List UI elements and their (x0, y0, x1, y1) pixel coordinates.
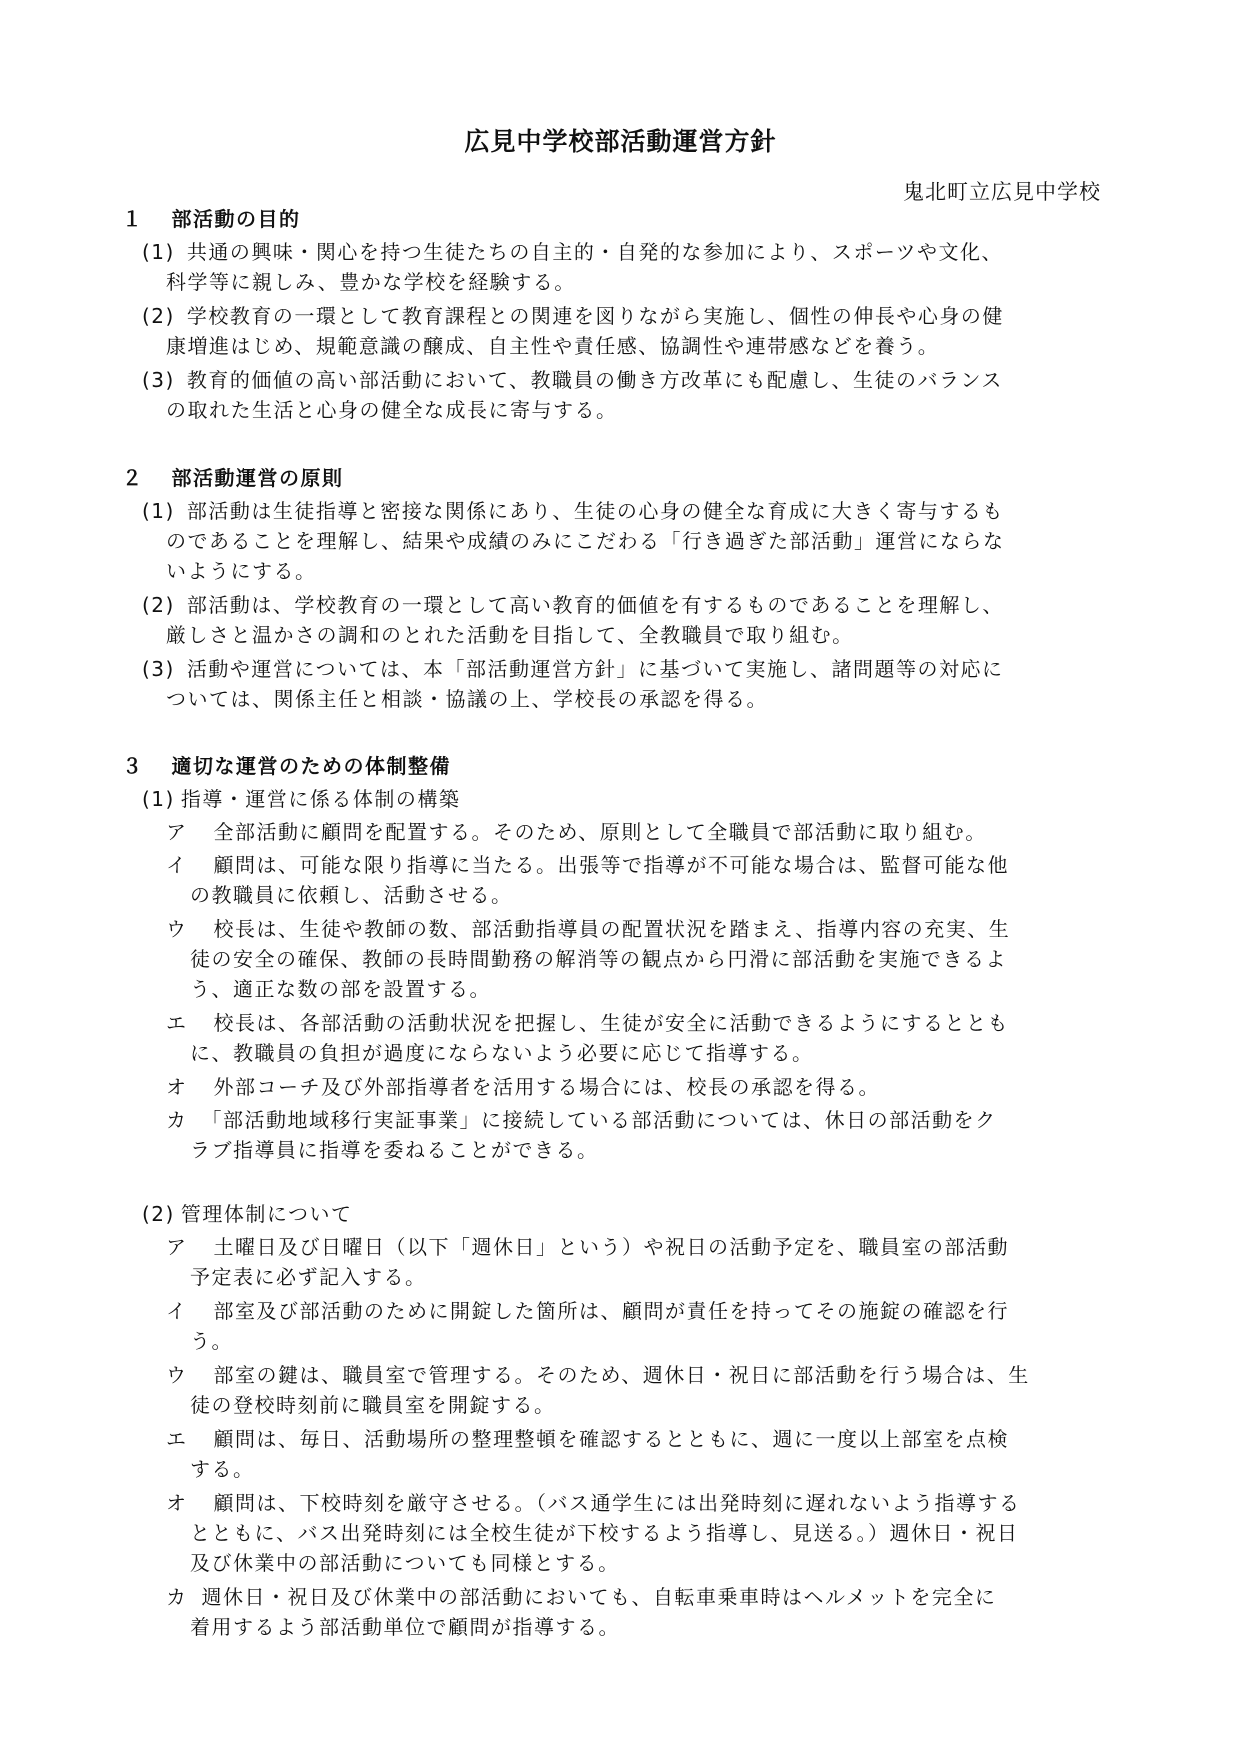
item-text: 校長は、生徒や教師の数、部活動指導員の配置状況を踏まえ、指導内容の充実、生 (213, 917, 1011, 941)
item-text-continued: の取れた生活と心身の健全な成長に寄与する。 (166, 398, 618, 422)
subsection-heading (142, 1200, 352, 1228)
item-text: 学校教育の一環として教育課程との関連を図りながら実施し、個性の伸長や心身の健 (186, 304, 1004, 328)
item-text-continued: いようにする。 (166, 559, 317, 583)
list-item (142, 591, 1004, 619)
item-label: ア (166, 820, 188, 844)
item-text-continued: 徒の安全の確保、教師の長時間勤務の解消等の観点から円滑に部活動を実施できるよ (190, 947, 1007, 971)
section-title: 部活動運営の原則 (171, 466, 344, 490)
subsection-title: 指導・運営に係る体制の構築 (180, 787, 461, 811)
section-number: ３ (122, 754, 144, 778)
list-item (166, 1233, 1009, 1261)
item-label: (3) (142, 657, 175, 681)
item-text: 顧問は、可能な限り指導に当たる。出張等で指導が不可能な場合は、監督可能な他 (213, 853, 1009, 877)
item-text-continued: とともに、バス出発時刻には全校生徒が下校するよう指導し、見送る。）週休日・祝日 (190, 1521, 1019, 1545)
item-label: (1) (142, 499, 175, 523)
list-item (166, 1297, 1009, 1325)
list-item (166, 1073, 880, 1101)
item-text: 「部活動地域移行実証事業」に接続している部活動については、休日の部活動をク (201, 1108, 997, 1132)
section-heading (122, 752, 451, 780)
list-item (166, 1425, 1009, 1453)
list-item (166, 1009, 1009, 1037)
list-item (166, 851, 1009, 879)
item-label: ア (166, 1235, 188, 1259)
list-item (142, 655, 1003, 683)
list-item (166, 915, 1010, 943)
item-text: 共通の興味・関心を持つ生徒たちの自主的・自発的な参加により、スポーツや文化、 (186, 240, 1004, 264)
subsection-heading (142, 785, 460, 813)
subsection-title: 管理体制について (180, 1202, 353, 1226)
list-item (142, 302, 1004, 330)
item-text: 土曜日及び日曜日（以下「週休日」という）や祝日の活動予定を、職員室の部活動 (213, 1235, 1009, 1259)
item-text-continued: ついては、関係主任と相談・協議の上、学校長の承認を得る。 (166, 687, 768, 711)
item-text: 顧問は、毎日、活動場所の整理整頓を確認するとともに、週に一度以上部室を点検 (213, 1427, 1009, 1451)
item-text-continued: する。 (190, 1457, 255, 1481)
item-label: (2) (142, 593, 175, 617)
item-text-continued: のであることを理解し、結果や成績のみにこだわる「行き過ぎた部活動」運営にならな (166, 529, 1005, 553)
item-text-continued: う。 (190, 1329, 233, 1353)
item-label: カ (166, 1108, 188, 1132)
section-number: ２ (122, 466, 144, 490)
item-text: 活動や運営については、本「部活動運営方針」に基づいて実施し、諸問題等の対応に (186, 657, 1004, 681)
item-text: 部室及び部活動のために開錠した箇所は、顧問が責任を持ってその施錠の確認を行 (213, 1299, 1009, 1323)
list-item (166, 1361, 1030, 1389)
item-text-continued: 科学等に親しみ、豊かな学校を経験する。 (166, 270, 576, 294)
item-label: エ (166, 1011, 188, 1035)
item-text-continued: 着用するよう部活動単位で顧問が指導する。 (190, 1615, 620, 1639)
item-label: (3) (142, 368, 175, 392)
item-label: オ (166, 1075, 188, 1099)
item-text: 部活動は生徒指導と密接な関係にあり、生徒の心身の健全な育成に大きく寄与するも (186, 499, 1004, 523)
item-text-continued: う、適正な数の部を設置する。 (190, 977, 491, 1001)
item-text-continued: 及び休業中の部活動についても同様とする。 (190, 1551, 620, 1575)
section-title: 適切な運営のための体制整備 (171, 754, 451, 778)
page-title: 広見中学校部活動運営方針 (464, 127, 777, 156)
list-item (142, 366, 1003, 394)
list-item (142, 497, 1004, 525)
item-label: ウ (166, 1363, 188, 1387)
item-text: 部室の鍵は、職員室で管理する。そのため、週休日・祝日に部活動を行う場合は、生 (213, 1363, 1030, 1387)
list-item (166, 1583, 996, 1611)
item-text-continued: 予定表に必ず記入する。 (190, 1265, 427, 1289)
list-item (166, 1106, 997, 1134)
list-item (166, 1489, 1021, 1517)
item-text: 週休日・祝日及び休業中の部活動においても、自転車乗車時はヘルメットを完全に (201, 1585, 997, 1609)
item-text: 顧問は、下校時刻を厳守させる。（バス通学生には出発時刻に遅れないよう指導する (213, 1491, 1021, 1515)
item-text: 全部活動に顧問を配置する。そのため、原則として全職員で部活動に取り組む。 (213, 820, 987, 844)
item-text-continued: 厳しさと温かさの調和のとれた活動を目指して、全教職員で取り組む。 (166, 623, 854, 647)
school-name: 鬼北町立広見中学校 (903, 180, 1101, 204)
list-item (166, 818, 987, 846)
item-text: 部活動は、学校教育の一環として高い教育的価値を有するものであることを理解し、 (186, 593, 1004, 617)
item-text-continued: の教職員に依頼し、活動させる。 (190, 883, 513, 907)
list-item (142, 238, 1003, 266)
item-label: エ (166, 1427, 188, 1451)
section-number: １ (122, 207, 144, 231)
item-text-continued: 徒の登校時刻前に職員室を開錠する。 (190, 1393, 556, 1417)
section-heading (122, 205, 301, 233)
item-text-continued: ラブ指導員に指導を委ねることができる。 (190, 1138, 599, 1162)
section-title: 部活動の目的 (171, 207, 301, 231)
subsection-label: (2) (142, 1202, 175, 1226)
section-heading (122, 464, 344, 492)
item-text: 外部コーチ及び外部指導者を活用する場合には、校長の承認を得る。 (213, 1075, 880, 1099)
item-label: (2) (142, 304, 175, 328)
item-label: (1) (142, 240, 175, 264)
item-text: 教育的価値の高い部活動において、教職員の働き方改革にも配慮し、生徒のバランス (186, 368, 1003, 392)
item-text: 校長は、各部活動の活動状況を把握し、生徒が安全に活動できるようにするととも (213, 1011, 1009, 1035)
item-label: カ (166, 1585, 188, 1609)
item-text-continued: に、教職員の負担が過度にならないよう必要に応じて指導する。 (190, 1041, 814, 1065)
item-label: イ (166, 853, 188, 877)
item-label: ウ (166, 917, 188, 941)
item-label: イ (166, 1299, 188, 1323)
item-label: オ (166, 1491, 188, 1515)
item-text-continued: 康増進はじめ、規範意識の醸成、自主性や責任感、協調性や連帯感などを養う。 (166, 334, 940, 358)
subsection-label: (1) (142, 787, 175, 811)
